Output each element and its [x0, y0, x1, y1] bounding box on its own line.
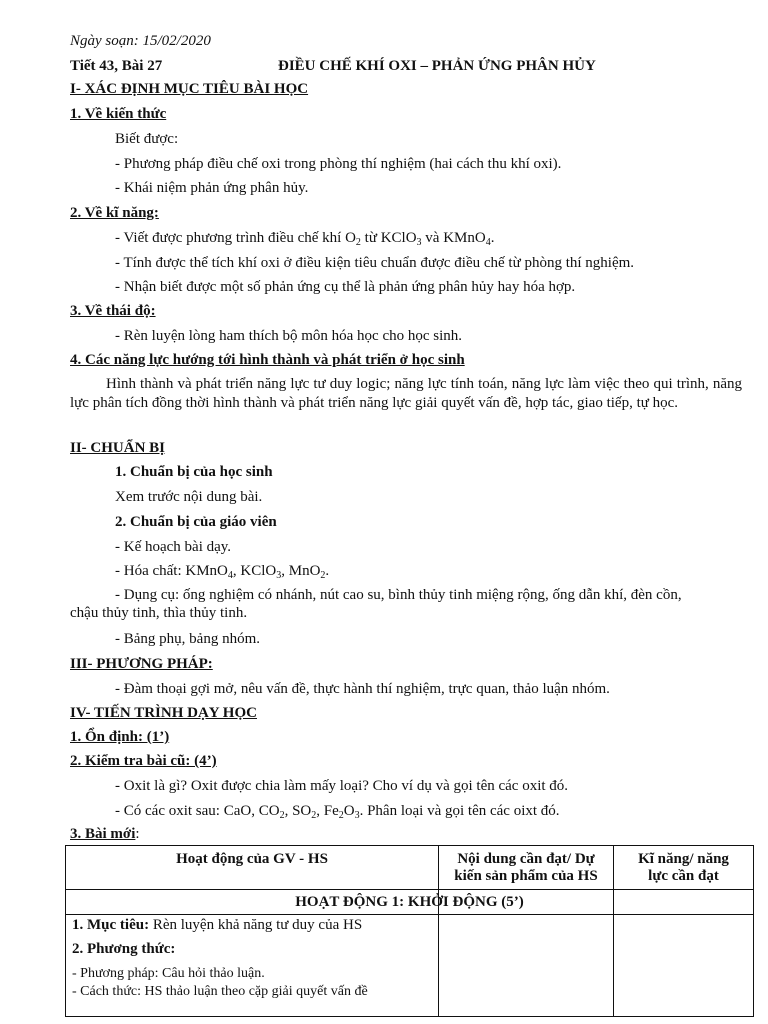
- attitude-item: - Rèn luyện lòng ham thích bộ môn hóa học cho học sinh.: [115, 328, 463, 344]
- review-heading: 2. Kiểm tra bài cũ: (4’): [70, 753, 217, 769]
- competence-heading: 4. Các năng lực hướng tới hình thành và phát triển ở học sinh: [70, 352, 465, 368]
- method-label: 2. Phương thức:: [72, 941, 176, 957]
- student-prep-heading: 1. Chuẩn bị của học sinh: [115, 464, 273, 480]
- section-4-heading: IV- TIẾN TRÌNH DẠY HỌC: [70, 705, 257, 721]
- review-question-oxides: - Có các oxit sau: CaO, $CO_2$, $SO_2$, $Fe_2O_3$. Phân loại và gọi tên các oixt đó.: [115, 803, 560, 821]
- teacher-prep-plan: - Kế hoạch bài dạy.: [115, 539, 232, 555]
- activity-table: [65, 845, 754, 1017]
- student-prep-item: Xem trước nội dung bài.: [115, 489, 263, 505]
- lesson-number: Tiết 43, Bài 27: [70, 58, 163, 74]
- goal-row: 1. Mục tiêu: Rèn luyện khả năng tư duy của HS: [72, 917, 363, 933]
- skills-item: - Tính được thể tích khí oxi ở điều kiện tiêu chuẩn được điều chế từ phòng thí nghiệm.: [115, 255, 635, 271]
- skills-heading: 2. Về kĩ năng:: [70, 205, 159, 221]
- col-header-skills: Kĩ năng/ năng lực cần đạt: [638, 851, 729, 884]
- knowledge-item: - Phương pháp điều chế oxi trong phòng thí nghiệm (hai cách thu khí oxi).: [115, 156, 562, 172]
- skills-item: - Nhận biết được một số phản ứng cụ thể là phản ứng phân hủy hay hóa hợp.: [115, 279, 576, 295]
- review-question: - Oxit là gì? Oxit được chia làm mấy loại? Cho ví dụ và gọi tên các oxit đó.: [115, 778, 569, 794]
- teacher-prep-boards: - Bảng phụ, bảng nhóm.: [115, 631, 260, 647]
- lesson-title: ĐIỀU CHẾ KHÍ OXI – PHẢN ỨNG PHÂN HỦY: [278, 58, 596, 74]
- new-lesson-heading: 3. Bài mới:: [70, 826, 140, 842]
- method-line: - Cách thức: HS thảo luận theo cặp giải quyết vấn đề: [72, 984, 368, 999]
- teacher-prep-chemicals: - Hóa chất: KMnO$_4$, KClO$_3$, MnO$_2$.: [115, 563, 330, 581]
- teacher-prep-heading: 2. Chuẩn bị của giáo viên: [115, 514, 277, 530]
- col-header-content: Nội dung cần đạt/ Dự kiến sản phẩm của HS: [454, 851, 598, 884]
- competence-paragraph: Hình thành và phát triển năng lực tư duy logic; năng lực tính toán, năng lực làm việc theo qui trình, năng lực phân tích đồng thời hình thành và phát triển năng lực giải quyết vấn đề, hợp tác, giao tiếp, tự học.: [70, 376, 742, 411]
- teacher-prep-tools: - Dụng cụ: ống nghiệm có nhánh, nút cao su, bình thủy tinh miệng rộng, ống dẫn khí, đèn cồn,: [115, 587, 682, 603]
- knowledge-heading: 1. Về kiến thức: [70, 106, 167, 122]
- section-3-heading: III- PHƯƠNG PHÁP:: [70, 656, 213, 672]
- preparation-date: Ngày soạn: 15/02/2020: [70, 33, 211, 49]
- skills-item-equation: - Viết được phương trình điều chế khí $O_2$ từ KClO$_3$ và KMnO$_4$.: [115, 230, 495, 248]
- method-line: - Phương pháp: Câu hỏi thảo luận.: [72, 966, 265, 981]
- teacher-prep-tools-cont: chậu thủy tinh, thìa thủy tinh.: [70, 605, 248, 621]
- section-2-heading: II- CHUẨN BỊ: [70, 440, 166, 456]
- method-item: - Đàm thoại gợi mở, nêu vấn đề, thực hành thí nghiệm, trực quan, thảo luận nhóm.: [115, 681, 610, 697]
- activity-1-title: HOẠT ĐỘNG 1: KHỞI ĐỘNG (5’): [295, 894, 524, 910]
- attitude-heading: 3. Về thái độ:: [70, 303, 156, 319]
- knowledge-item: - Khái niệm phản ứng phân hủy.: [115, 180, 309, 196]
- col-header-activities: Hoạt động của GV - HS: [176, 851, 328, 867]
- knowledge-intro: Biết được:: [115, 131, 179, 147]
- section-1-heading: I- XÁC ĐỊNH MỤC TIÊU BÀI HỌC: [70, 81, 309, 97]
- stabilize-heading: 1. Ổn định: (1’): [70, 729, 170, 745]
